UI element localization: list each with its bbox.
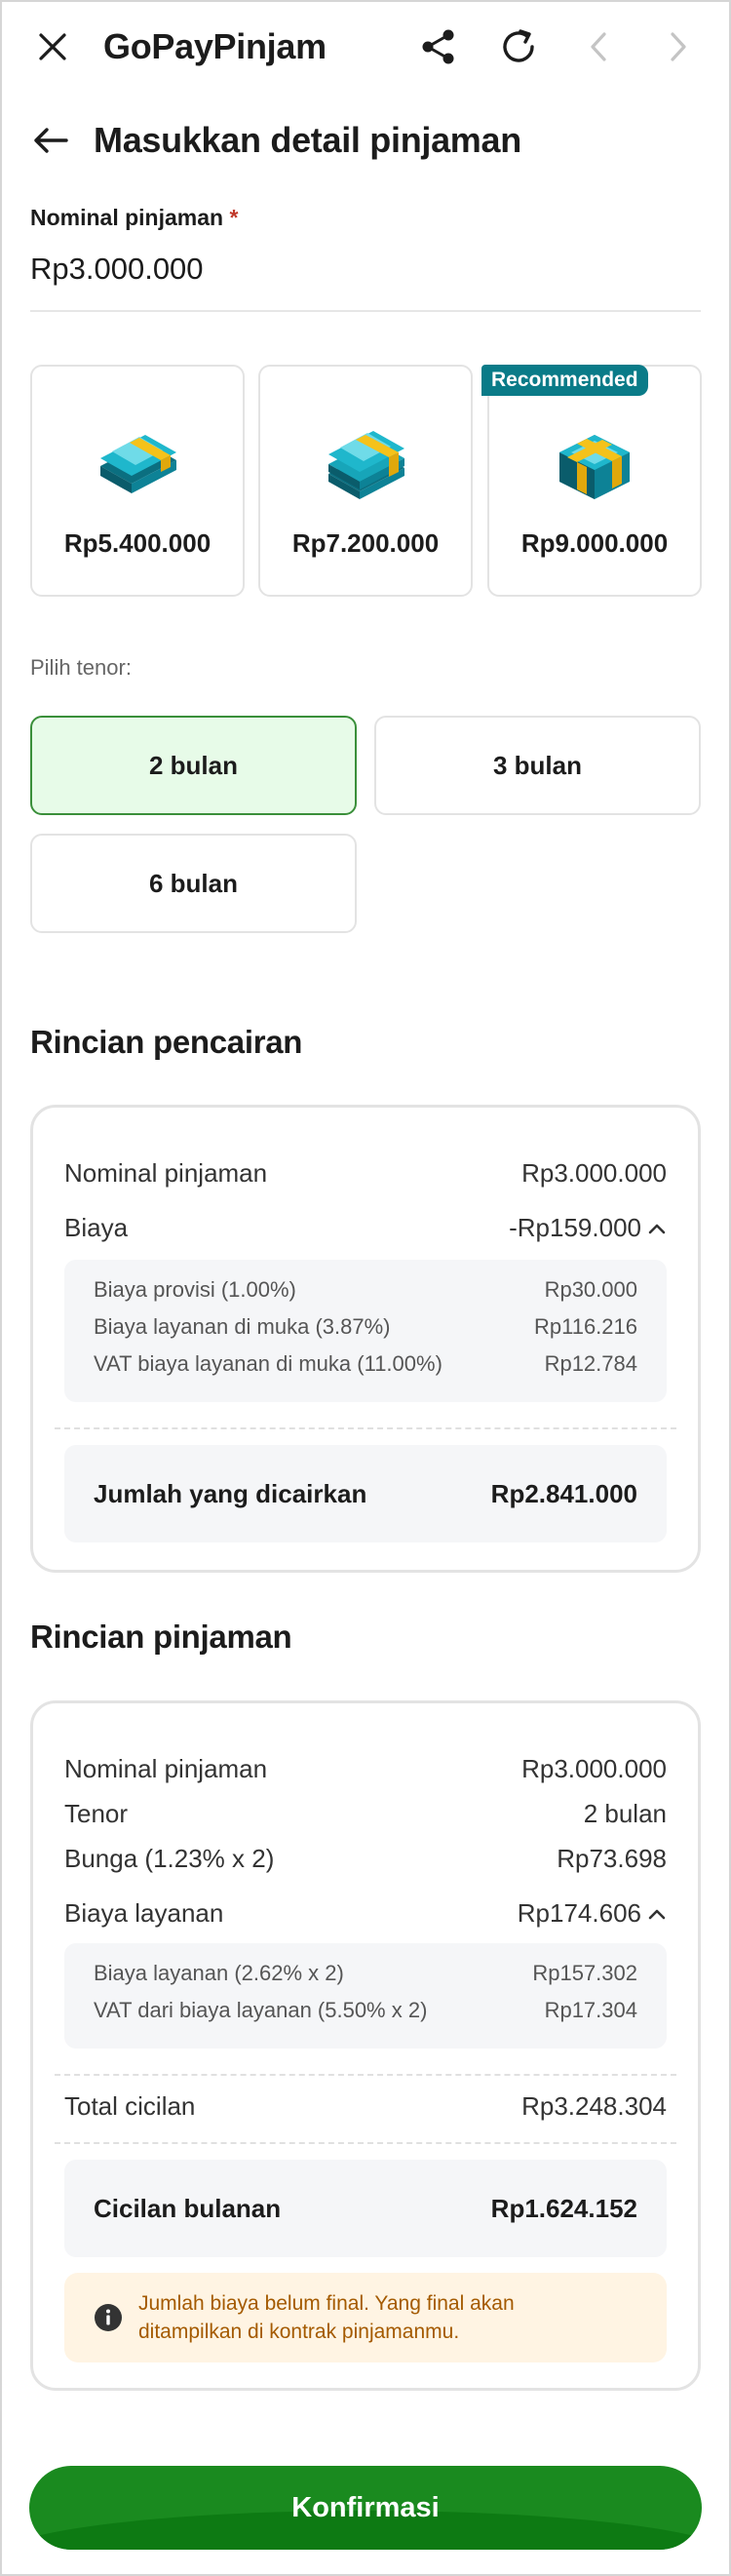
- pinjaman-biaya-layanan-row[interactable]: [64, 1898, 667, 1929]
- row-label: Nominal pinjaman: [64, 1158, 268, 1188]
- amount-option-2[interactable]: [258, 365, 473, 597]
- amount-option-value: Rp5.400.000: [63, 528, 212, 558]
- page-title: Masukkan detail pinjaman: [94, 120, 521, 160]
- row-label: Total cicilan: [64, 2091, 196, 2121]
- detail-value: Rp30.000: [544, 1277, 637, 1302]
- nominal-underline: [30, 310, 701, 312]
- pencairan-biaya-row[interactable]: [64, 1213, 667, 1243]
- pinjaman-layanan-details: [64, 1943, 667, 2049]
- fee-notice: [64, 2273, 667, 2362]
- amount-option-value: Rp9.000.000: [520, 528, 669, 558]
- dashed-divider: [55, 2142, 676, 2144]
- nominal-label-text: Nominal pinjaman: [30, 205, 224, 230]
- tenor-option-6-bulan[interactable]: 6 bulan: [30, 834, 357, 933]
- row-value: Rp3.000.000: [521, 1754, 667, 1783]
- detail-row: [94, 1277, 637, 1303]
- rincian-pencairan-panel: [30, 1105, 701, 1573]
- detail-row: [94, 1961, 637, 1986]
- page-header: [29, 111, 521, 170]
- chevron-right-icon[interactable]: [657, 25, 700, 68]
- share-icon[interactable]: [417, 25, 460, 68]
- row-label: Biaya: [64, 1213, 129, 1242]
- row-value: -Rp159.000: [509, 1213, 641, 1242]
- nominal-label: [30, 205, 238, 231]
- tenor-option-3-bulan[interactable]: 3 bulan: [374, 716, 701, 815]
- row-label: Biaya layanan: [64, 1898, 224, 1928]
- dashed-divider: [55, 1427, 676, 1429]
- app-title: GoPayPinjam: [103, 26, 327, 66]
- nominal-input[interactable]: Rp3.000.000: [30, 252, 204, 286]
- detail-row: [94, 1314, 637, 1340]
- konfirmasi-button[interactable]: [29, 2466, 702, 2550]
- required-mark: *: [229, 205, 239, 230]
- cicilan-bulanan-box: [64, 2160, 667, 2257]
- info-icon: [94, 2303, 123, 2332]
- chevron-up-icon[interactable]: [647, 1222, 667, 1235]
- app-bar: [0, 0, 731, 94]
- pinjaman-nominal-row: [64, 1754, 667, 1784]
- detail-label: Biaya layanan (2.62% x 2): [94, 1961, 344, 1985]
- row-value: 2 bulan: [583, 1799, 667, 1828]
- money-stack-icon: [319, 413, 412, 507]
- total-value: Rp1.624.152: [490, 2193, 637, 2223]
- pinjaman-bunga-row: [64, 1844, 667, 1874]
- total-cicilan-row: [64, 2091, 667, 2122]
- pencairan-nominal-row: [64, 1158, 667, 1189]
- amount-option-1[interactable]: [30, 365, 245, 597]
- total-value: Rp2.841.000: [490, 1478, 637, 1508]
- close-icon[interactable]: [31, 25, 74, 68]
- row-label: Tenor: [64, 1799, 129, 1828]
- detail-label: Biaya layanan di muka (3.87%): [94, 1314, 391, 1339]
- detail-label: VAT dari biaya layanan (5.50% x 2): [94, 1998, 428, 2022]
- chevron-up-icon[interactable]: [647, 1907, 667, 1921]
- rincian-pinjaman-title: Rincian pinjaman: [30, 1619, 292, 1655]
- detail-row: [94, 1351, 637, 1377]
- pinjaman-tenor-row: [64, 1799, 667, 1829]
- rincian-pencairan-title: Rincian pencairan: [30, 1024, 303, 1060]
- detail-value: Rp157.302: [532, 1961, 637, 1985]
- row-value: Rp3.248.304: [521, 2091, 667, 2121]
- detail-value: Rp12.784: [544, 1351, 637, 1376]
- detail-label: VAT biaya layanan di muka (11.00%): [94, 1351, 442, 1376]
- money-stack-icon: [548, 413, 641, 507]
- row-value: Rp73.698: [557, 1844, 667, 1873]
- total-label: Cicilan bulanan: [94, 2193, 282, 2223]
- back-arrow-icon[interactable]: [29, 119, 72, 162]
- row-label: Bunga (1.23% x 2): [64, 1844, 275, 1873]
- pencairan-biaya-details: [64, 1260, 667, 1402]
- notice-line: ditampilkan di kontrak pinjamanmu.: [138, 2321, 460, 2343]
- refresh-icon[interactable]: [497, 25, 540, 68]
- amount-option-value: Rp7.200.000: [291, 528, 440, 558]
- money-stack-icon: [91, 413, 184, 507]
- chevron-left-icon[interactable]: [577, 25, 620, 68]
- total-label: Jumlah yang dicairkan: [94, 1478, 367, 1508]
- detail-row: [94, 1998, 637, 2023]
- row-label: Nominal pinjaman: [64, 1754, 268, 1783]
- recommended-badge: Recommended: [481, 365, 648, 396]
- notice-line: Jumlah biaya belum final. Yang final akan: [138, 2292, 515, 2315]
- rincian-pinjaman-panel: [30, 1700, 701, 2391]
- tenor-label: Pilih tenor:: [30, 655, 132, 680]
- detail-value: Rp17.304: [544, 1998, 637, 2022]
- dashed-divider: [55, 2074, 676, 2076]
- konfirmasi-label: Konfirmasi: [291, 2491, 440, 2523]
- row-value: Rp3.000.000: [521, 1158, 667, 1188]
- detail-value: Rp116.216: [533, 1314, 637, 1339]
- tenor-option-2-bulan[interactable]: 2 bulan: [30, 716, 357, 815]
- notice-text: [138, 2289, 515, 2346]
- detail-label: Biaya provisi (1.00%): [94, 1277, 296, 1302]
- row-value: Rp174.606: [517, 1898, 641, 1928]
- jumlah-dicairkan-box: [64, 1445, 667, 1542]
- amount-option-3[interactable]: [487, 365, 702, 597]
